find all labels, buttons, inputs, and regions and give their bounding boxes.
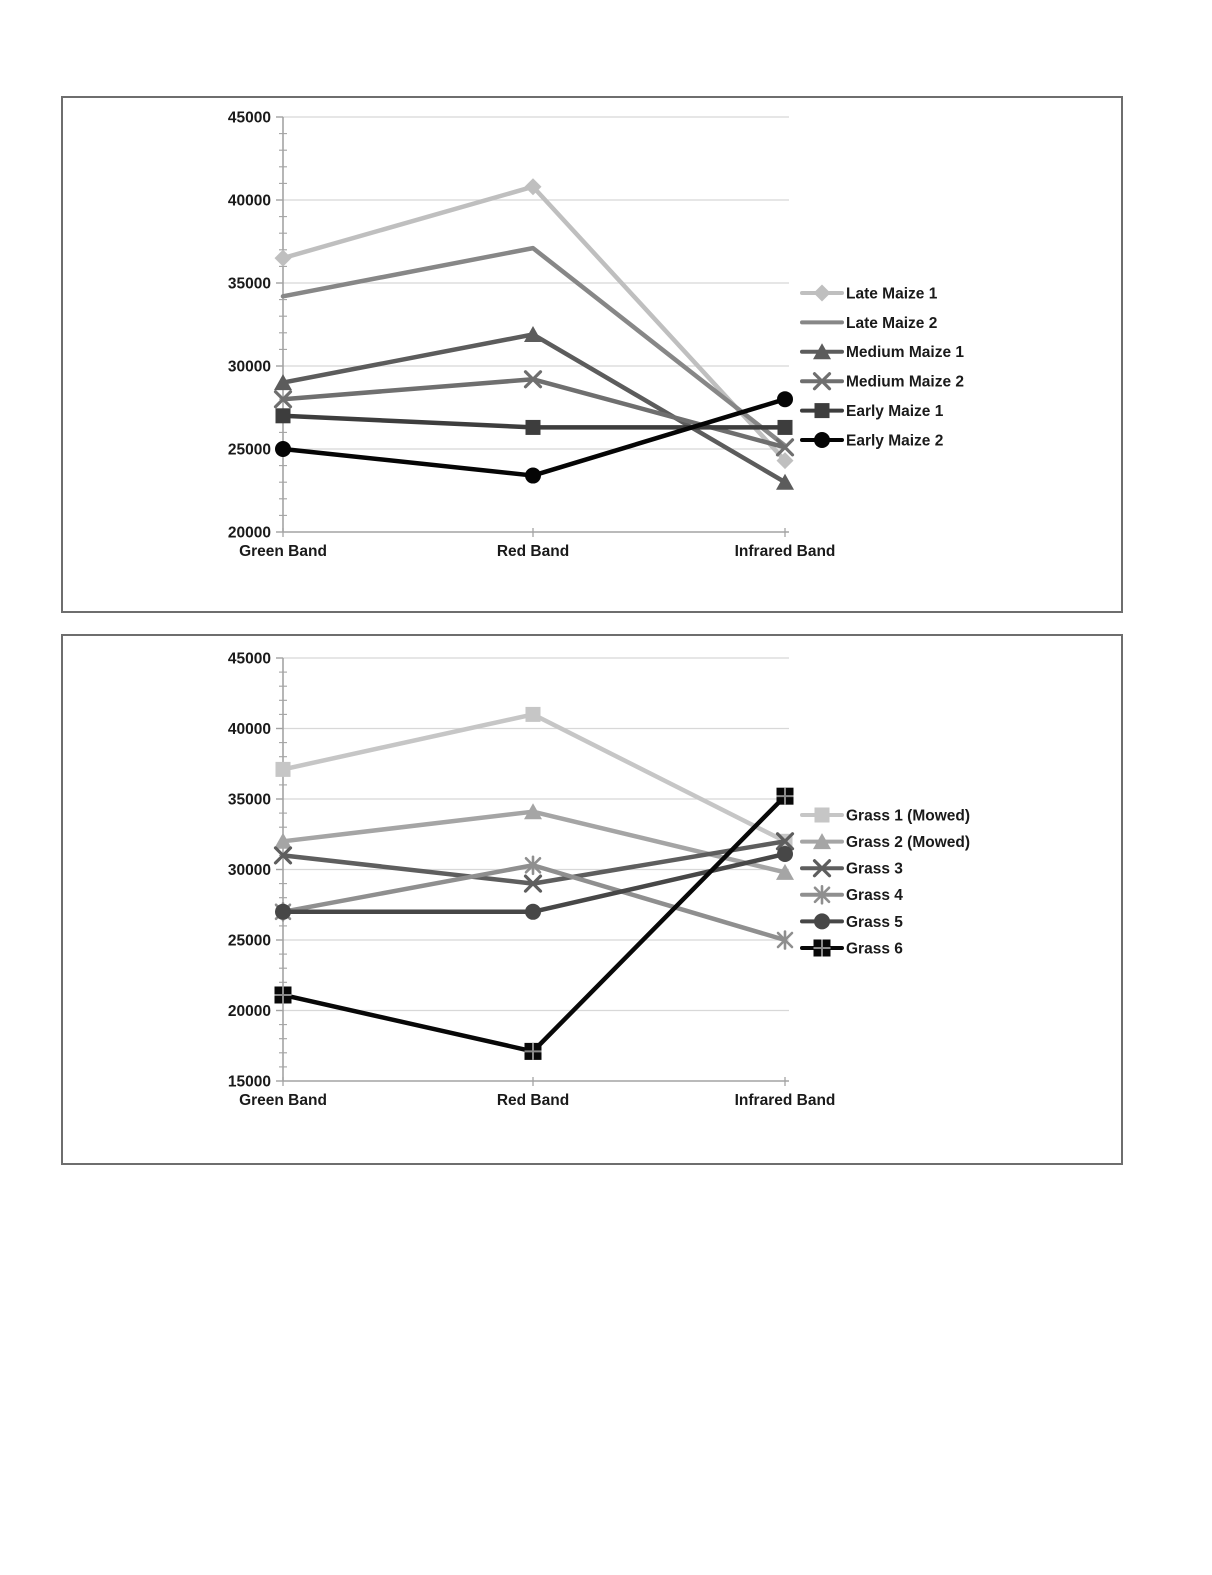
legend-entry — [802, 343, 964, 361]
y-tick-label: 30000 — [227, 861, 271, 879]
x-category-label: Red Band — [496, 1092, 570, 1109]
square-marker — [276, 762, 291, 777]
square-cross-marker — [275, 986, 292, 1003]
legend — [802, 285, 964, 450]
legend-entry — [802, 861, 903, 878]
legend-entry — [802, 315, 937, 332]
maize-line-chart — [63, 98, 1121, 611]
legend-entry — [802, 886, 903, 904]
legend-entry — [802, 285, 938, 303]
square-marker — [276, 408, 291, 423]
legend-entry — [802, 940, 903, 958]
circle-marker — [525, 468, 541, 484]
circle-marker — [814, 432, 830, 448]
legend-entry — [802, 807, 970, 824]
grass-line-chart — [63, 636, 1121, 1163]
x-axis-labels — [239, 1077, 835, 1109]
series-grass-6 — [275, 788, 794, 1060]
legend-entry — [802, 913, 903, 930]
legend-entry — [802, 374, 964, 391]
circle-marker — [525, 904, 541, 920]
y-tick-label: 45000 — [227, 109, 271, 127]
y-axis-labels — [228, 109, 271, 541]
legend-label: Early Maize 1 — [846, 403, 944, 421]
y-tick-label: 25000 — [227, 932, 271, 950]
legend-label: Grass 5 — [846, 913, 903, 931]
square-marker — [778, 420, 793, 435]
square-marker — [815, 403, 830, 418]
circle-marker — [275, 441, 291, 457]
y-tick-label: 25000 — [227, 441, 271, 459]
square-cross-marker — [777, 788, 794, 805]
square-cross-marker — [525, 1043, 542, 1060]
y-tick-label: 20000 — [227, 1002, 271, 1020]
square-marker — [526, 707, 541, 722]
legend-entry — [802, 403, 944, 420]
legend-label: Late Maize 2 — [846, 314, 938, 332]
y-tick-label: 35000 — [227, 275, 271, 293]
legend-label: Grass 6 — [846, 940, 903, 958]
legend-label: Medium Maize 1 — [846, 344, 964, 362]
y-tick-label: 15000 — [227, 1073, 271, 1091]
legend-label: Grass 2 (Mowed) — [846, 834, 971, 852]
series-late-maize-2 — [283, 248, 785, 446]
legend — [802, 807, 970, 957]
grass-chart-panel — [61, 634, 1123, 1165]
x-category-label: Infrared Band — [734, 543, 836, 560]
y-tick-label: 40000 — [227, 720, 271, 738]
legend-label: Late Maize 1 — [846, 285, 938, 303]
legend-label: Grass 3 — [846, 860, 903, 878]
legend-label: Grass 4 — [846, 887, 903, 905]
legend-entry — [802, 833, 970, 851]
series-medium-maize-1 — [274, 326, 794, 490]
circle-marker — [275, 904, 291, 920]
diamond-marker — [275, 250, 292, 267]
legend-entry — [802, 432, 943, 449]
y-tick-label: 35000 — [227, 791, 271, 809]
square-cross-marker — [814, 940, 831, 957]
y-axis-ticks — [276, 117, 287, 532]
circle-marker — [814, 913, 830, 929]
y-tick-label: 30000 — [227, 358, 271, 376]
series-early-maize-2 — [275, 391, 793, 483]
y-tick-label: 45000 — [227, 650, 271, 668]
legend-label: Early Maize 2 — [846, 432, 944, 450]
legend-label: Grass 1 (Mowed) — [846, 807, 971, 825]
x-category-label: Infrared Band — [734, 1092, 836, 1109]
circle-marker — [777, 391, 793, 407]
y-axis-labels — [228, 650, 271, 1090]
diamond-marker — [814, 285, 831, 302]
x-category-label: Red Band — [496, 543, 570, 560]
maize-chart-panel — [61, 96, 1123, 613]
square-marker — [815, 808, 830, 823]
square-marker — [526, 420, 541, 435]
circle-marker — [777, 846, 793, 862]
y-tick-label: 20000 — [227, 524, 271, 542]
x-category-label: Green Band — [239, 1092, 327, 1109]
legend-label: Medium Maize 2 — [846, 373, 964, 391]
y-tick-label: 40000 — [227, 192, 271, 210]
x-category-label: Green Band — [239, 543, 327, 560]
